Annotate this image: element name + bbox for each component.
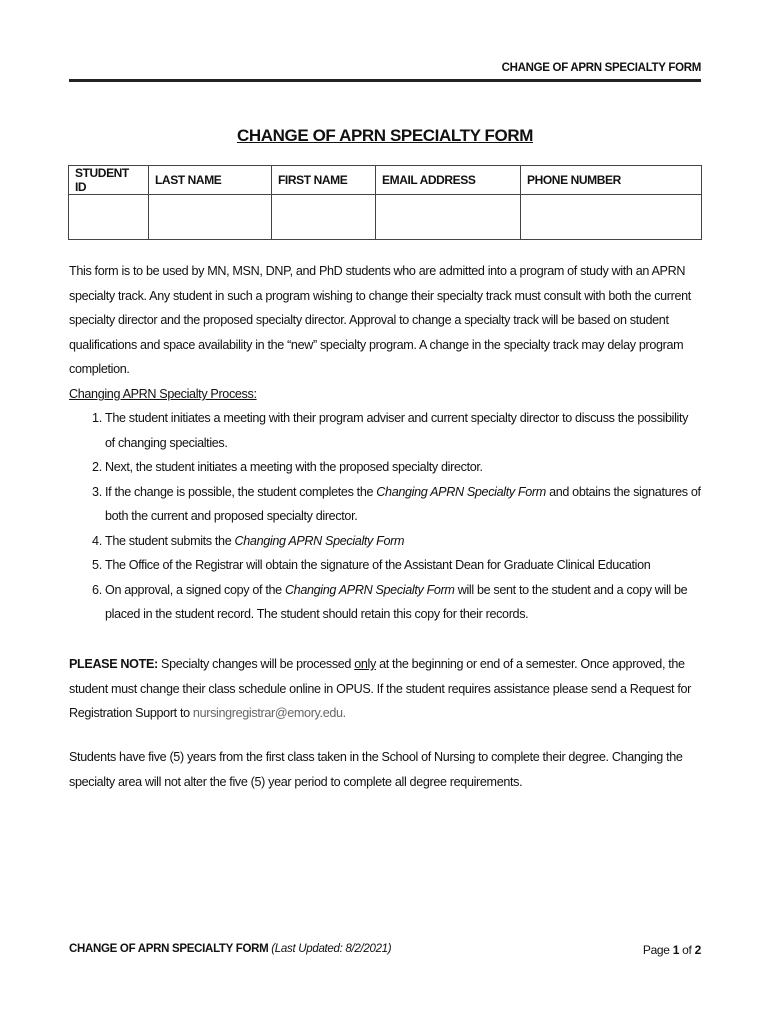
note-text-before: Specialty changes will be processed	[157, 657, 355, 671]
step-3-text-before: If the change is possible, the student completes the	[105, 484, 377, 499]
footer-last-updated: (Last Updated: 8/2/2021)	[271, 943, 392, 955]
column-header-email-address: EMAIL ADDRESS	[376, 166, 521, 195]
page-word: Page	[642, 943, 670, 957]
note-label: PLEASE NOTE:	[69, 657, 158, 671]
page-title: CHANGE OF APRN SPECIALTY FORM	[237, 126, 533, 145]
step-4-form-name: Changing APRN Specialty Form	[234, 533, 405, 548]
list-item	[105, 529, 701, 554]
degree-time-limit-paragraph: Students have five (5) years from the first class taken in the School of Nursing to complete their degree. Changing the specialty area will not alter the five (5) year period to complete all degree requirements.	[69, 750, 683, 789]
page-total: 2	[694, 943, 701, 957]
phone-number-field[interactable]	[521, 195, 702, 240]
student-id-field[interactable]	[69, 195, 149, 240]
table-row	[69, 195, 702, 240]
process-steps-list	[69, 406, 701, 627]
last-name-field[interactable]	[149, 195, 272, 240]
intro-paragraph: This form is to be used by MN, MSN, DNP, and PhD students who are admitted into a program of study with an APRN specialty track. Any student in such a program wishing to change their specialty track must consult with both the current specialty director and the proposed specialty director. Approval to change a specialty track will be based on student qualifications and space availability in the “new” specialty program. A change in the specialty track may delay program completion.	[69, 264, 691, 376]
step-6-text-after: will be sent to the student and a copy will be placed in the student record. The student should retain this copy for their records.	[105, 582, 688, 621]
footer-title	[69, 943, 391, 955]
column-header-first-name: FIRST NAME	[272, 166, 376, 195]
running-header: CHANGE OF APRN SPECIALTY FORM	[69, 62, 701, 82]
list-item	[105, 455, 701, 480]
page-current: 1	[672, 943, 680, 957]
note-emphasis: only	[354, 657, 376, 671]
step-1-text: The student initiates a meeting with their program adviser and current specialty director to discuss the possibility of changing specialties.	[105, 411, 689, 450]
column-header-student-id: STUDENT ID	[69, 166, 149, 195]
column-header-phone-number: PHONE NUMBER	[521, 166, 702, 195]
email-address-field[interactable]	[376, 195, 521, 240]
page-of: of	[682, 943, 692, 957]
step-3-text-after: and obtains the signatures of both the current and proposed specialty director.	[105, 484, 701, 523]
note-text-after: at the beginning or end of a semester. Once approved, the student must change their class schedule online in OPUS. If the student requires assistance please send a Request for Registration Support to	[69, 657, 692, 720]
first-name-field[interactable]	[272, 195, 376, 240]
list-item	[105, 578, 701, 627]
list-item	[105, 406, 701, 455]
table-header-row	[69, 166, 702, 195]
step-3-form-name: Changing APRN Specialty Form	[376, 484, 546, 499]
list-item	[105, 553, 701, 578]
footer-form-title: CHANGE OF APRN SPECIALTY FORM	[69, 943, 269, 955]
student-info-table	[68, 165, 702, 240]
registrar-email-link[interactable]: nursingregistrar@emory.edu.	[192, 706, 346, 720]
step-6-text-before: On approval, a signed copy of the	[105, 582, 285, 597]
step-4-text-before: The student submits the	[105, 533, 235, 548]
page-number	[643, 943, 701, 957]
step-6-form-name: Changing APRN Specialty Form	[284, 582, 455, 597]
step-5-text: The Office of the Registrar will obtain the signature of the Assistant Dean for Graduate Clinical Education	[105, 558, 651, 572]
please-note-paragraph	[69, 652, 709, 726]
column-header-last-name: LAST NAME	[149, 166, 272, 195]
step-2-text: Next, the student initiates a meeting with the proposed specialty director.	[105, 460, 483, 474]
list-item	[105, 480, 701, 529]
process-heading: Changing APRN Specialty Process:	[69, 387, 257, 401]
